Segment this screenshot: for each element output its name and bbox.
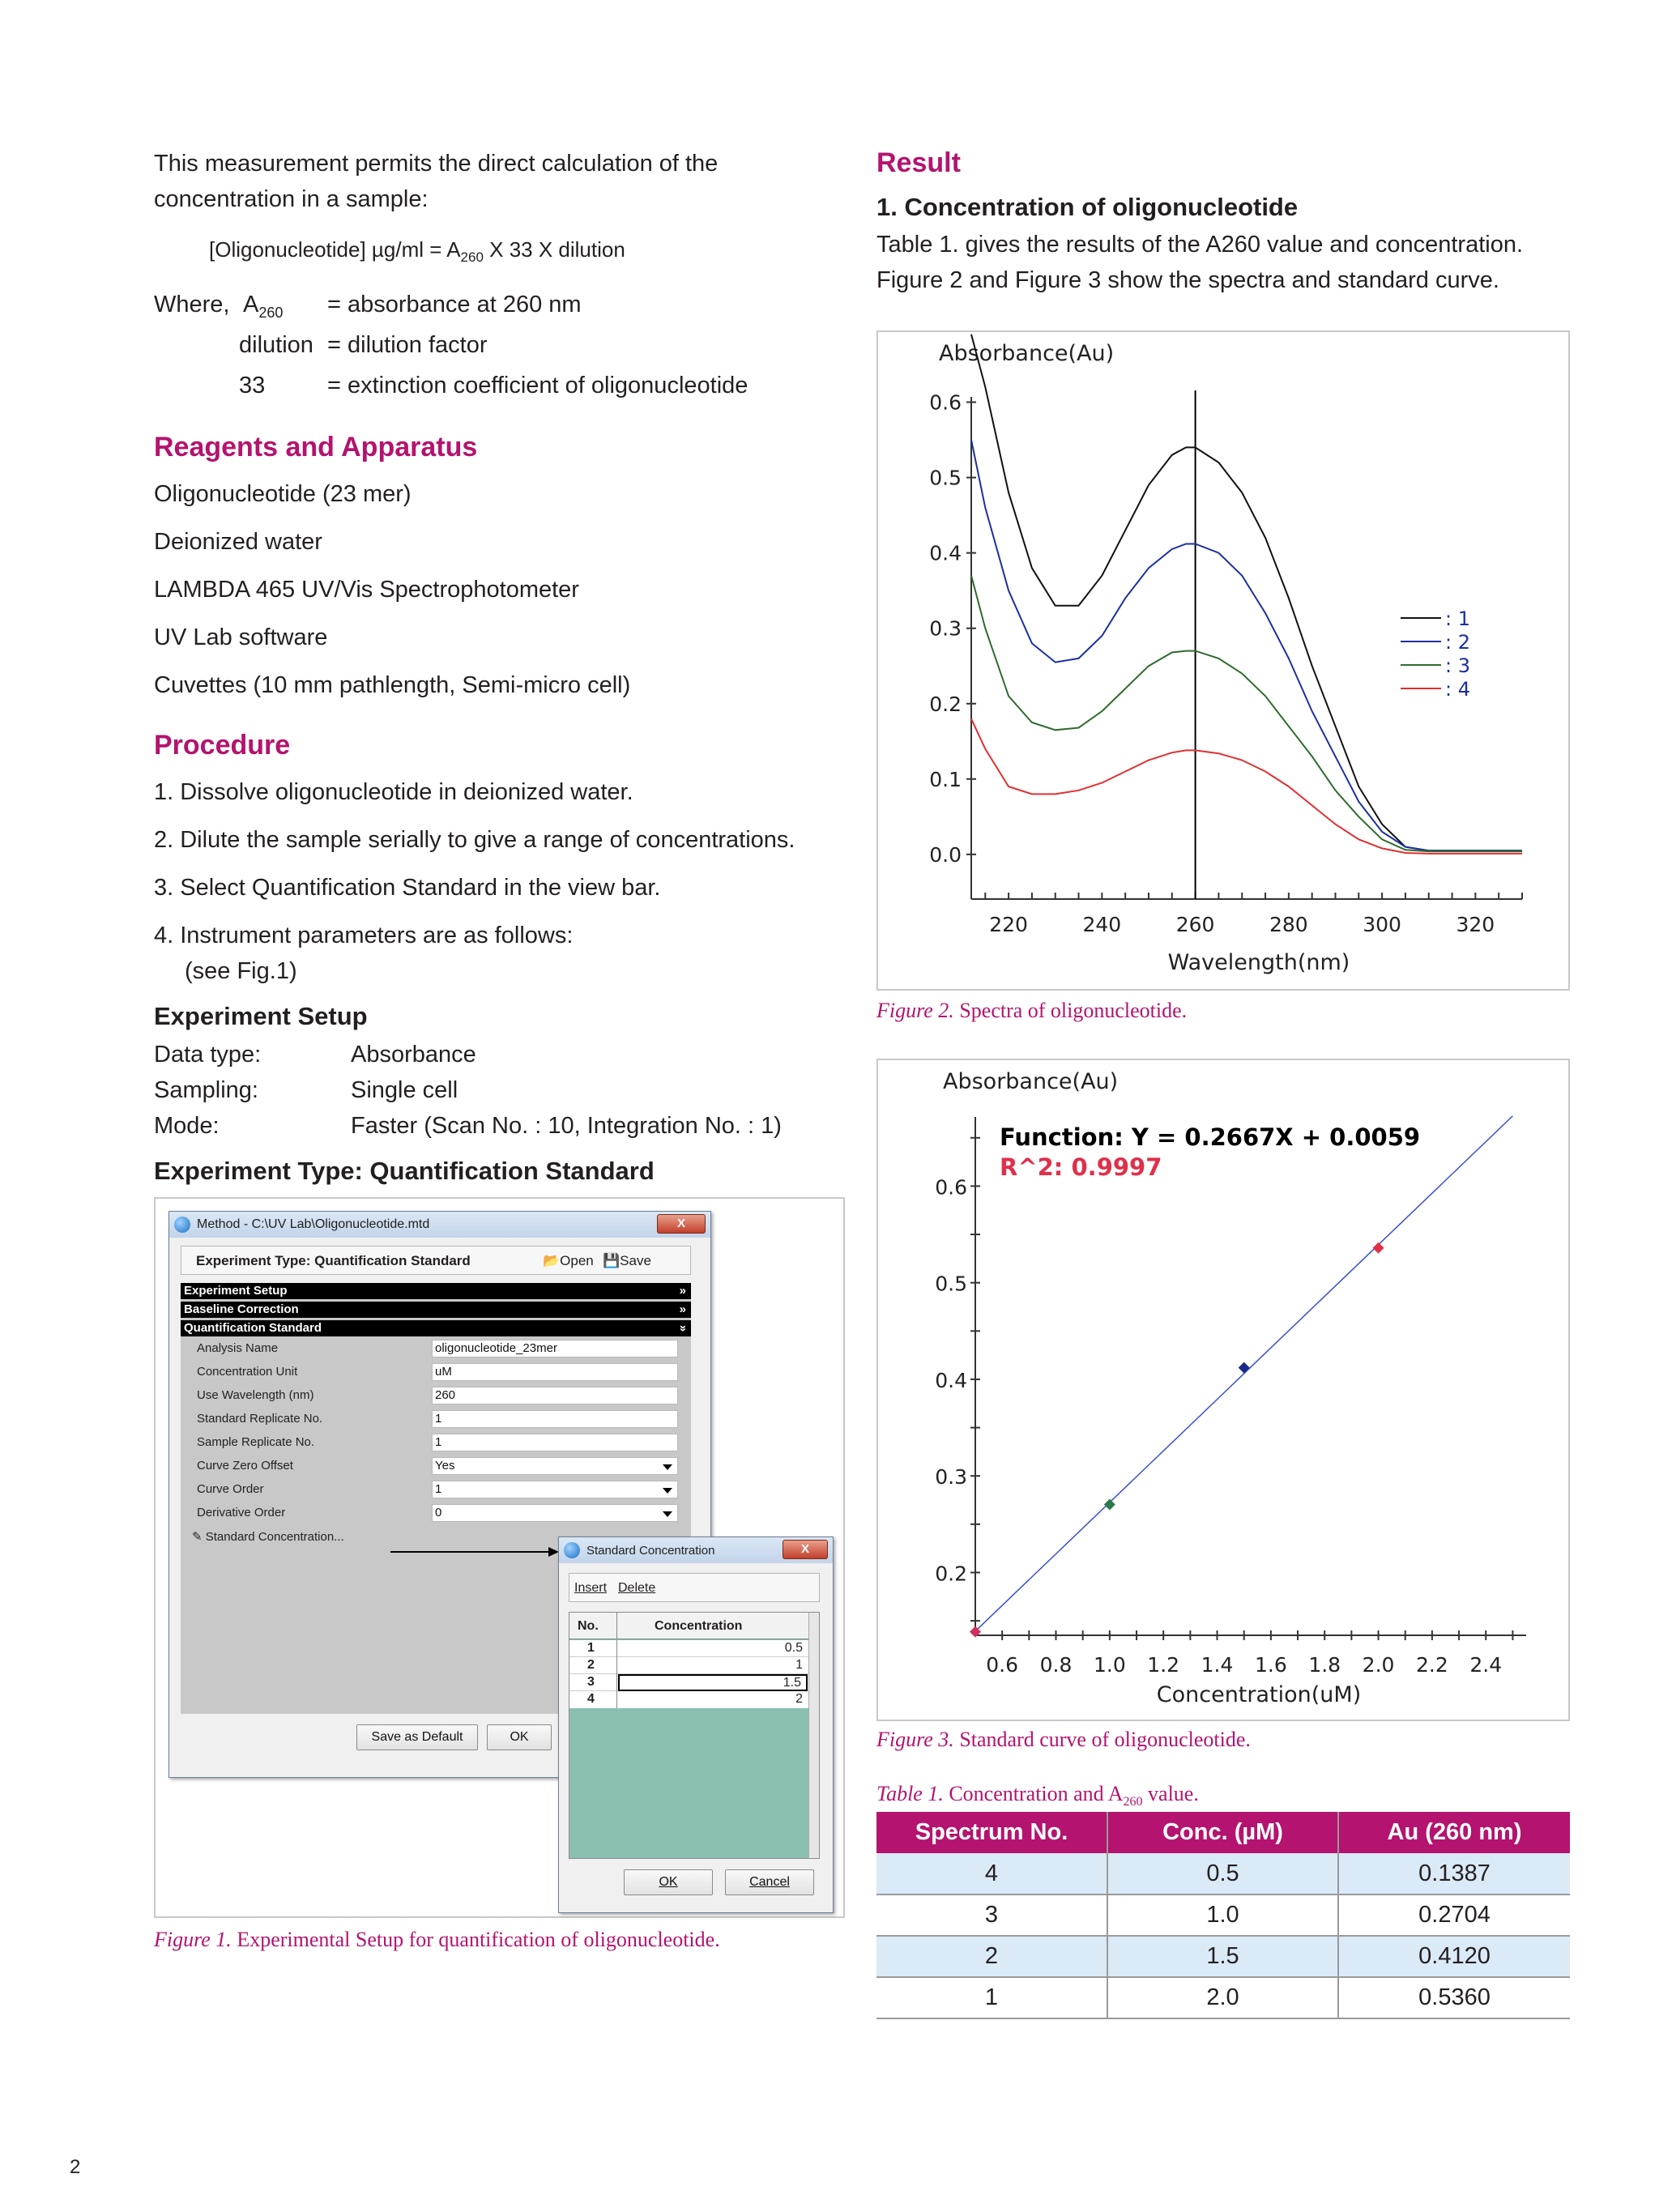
delete-button[interactable]: Delete	[618, 1581, 656, 1595]
grid-scrollbar[interactable]	[808, 1613, 819, 1858]
setup-key: Mode:	[154, 1113, 220, 1139]
standard-concentration-link[interactable]: ✎ Standard Concentration...	[192, 1530, 344, 1544]
series-line-1	[971, 335, 1522, 850]
derivative-order-select[interactable]: 0	[432, 1504, 678, 1522]
procedure-heading: Procedure	[154, 730, 291, 761]
table-row: 4 0.5 0.1387	[876, 1853, 1570, 1894]
spectra-chart	[878, 332, 1568, 989]
data-point-3	[1239, 1362, 1250, 1374]
setup-value: Faster (Scan No. : 10, Integration No. : 1)	[351, 1113, 782, 1139]
procedure-step: 2. Dilute the sample serially to give a range of concentrations.	[154, 827, 795, 853]
table-row[interactable]: 2 1	[569, 1657, 809, 1674]
figure-3-frame	[876, 1059, 1570, 1721]
sub-toolbar	[569, 1573, 820, 1602]
table-row[interactable]: 3 1.5	[569, 1674, 809, 1691]
results-table	[876, 1812, 1570, 2019]
folder-open-icon: 📂	[543, 1253, 561, 1268]
param-label: Sample Replicate No.	[197, 1435, 315, 1449]
y-tick-label: 0.3	[935, 1465, 967, 1490]
where-sym-2: dilution	[239, 332, 313, 358]
formula: [Oligonucleotide] $\mu g/ml = A_{260}$ X 33 X dilution	[209, 237, 625, 266]
reagent-item: UV Lab software	[154, 624, 328, 650]
legend-label-2: : 2	[1445, 631, 1470, 654]
analysis-name-field[interactable]: oligonucleotide_23mer	[432, 1340, 678, 1357]
pencil-icon: ✎	[192, 1530, 203, 1544]
x-tick-label: 1.8	[1308, 1653, 1341, 1677]
reagents-heading: Reagents and Apparatus	[154, 432, 478, 462]
insert-button[interactable]: Insert	[574, 1581, 608, 1595]
setup-value: Single cell	[351, 1077, 458, 1103]
standard-replicate-field[interactable]: 1	[432, 1410, 678, 1428]
y-tick-label: 0.4	[935, 1368, 967, 1392]
section-baseline-correction[interactable]: Baseline Correction »	[181, 1302, 691, 1318]
standard-curve-chart	[878, 1060, 1568, 1720]
figure-1-frame	[154, 1197, 845, 1918]
y-tick-label: 0.5	[929, 466, 962, 490]
x-tick-label: 320	[1456, 913, 1495, 936]
concentration-unit-field[interactable]: uM	[432, 1363, 678, 1381]
x-tick-label: 0.8	[1039, 1653, 1073, 1677]
table-row: 1 2.0 0.5360	[876, 1977, 1570, 2018]
x-axis-label: Concentration(uM)	[1156, 1682, 1362, 1707]
procedure-note: (see Fig.1)	[185, 958, 297, 984]
sub-close-button[interactable]: X	[783, 1540, 828, 1559]
close-button[interactable]: X	[657, 1214, 706, 1234]
x-tick-label: 300	[1363, 913, 1401, 936]
intro-text	[154, 146, 718, 217]
figure-2-caption: Figure 2. Spectra of oligonucleotide.	[876, 999, 1188, 1022]
intro-line-1: This measurement permits the direct calculation of the	[154, 151, 719, 177]
x-tick-label: 1.6	[1254, 1653, 1287, 1677]
app-icon	[564, 1542, 580, 1558]
grid-body	[569, 1640, 809, 1708]
y-tick-label: 0.6	[935, 1175, 967, 1200]
reagents-list	[154, 476, 630, 715]
y-tick-label: 0.0	[929, 842, 962, 867]
setup-heading: Experiment Setup	[154, 1002, 368, 1030]
series-line-3	[971, 576, 1522, 852]
selected-cell[interactable]: 1.5	[618, 1674, 808, 1691]
where-desc-3: = extinction coefficient of oligonucleotide	[327, 373, 748, 399]
open-button[interactable]: 📂Open	[543, 1253, 594, 1268]
experiment-type-heading: Experiment Type: Quantification Standard	[154, 1157, 655, 1185]
param-label: Concentration Unit	[197, 1365, 298, 1379]
legend-label-1: : 1	[1445, 607, 1470, 630]
curve-order-select[interactable]: 1	[432, 1481, 678, 1498]
y-tick-label: 0.4	[929, 541, 962, 565]
sub-ok-button[interactable]: OK	[624, 1869, 713, 1895]
param-label: Use Wavelength (nm)	[197, 1388, 314, 1402]
save-button[interactable]: 💾Save	[603, 1253, 651, 1268]
y-tick-label: 0.2	[935, 1562, 967, 1586]
table-row[interactable]: 4 2	[587, 1692, 803, 1706]
intro-line-2: concentration in a sample:	[154, 186, 429, 212]
x-tick-label: 0.6	[986, 1653, 1019, 1677]
result-paragraph: Table 1. gives the results of the A260 value and concentration. Figure 2 and Figure 3 show the spectra and standard curve.	[876, 232, 1524, 293]
page-number: 2	[70, 2156, 81, 2178]
col-au-header: Au (260 nm)	[1338, 1812, 1570, 1853]
section-quantification-standard[interactable]: Quantification Standard »	[181, 1320, 691, 1336]
param-label: Derivative Order	[197, 1506, 286, 1519]
procedure-step: 1. Dissolve oligonucleotide in deionized water.	[154, 779, 633, 805]
procedure-list	[154, 774, 795, 989]
y-tick-label: 0.5	[935, 1272, 967, 1296]
procedure-step: 4. Instrument parameters are as follows:	[154, 923, 574, 948]
where-label: Where,	[154, 292, 230, 318]
param-label: Curve Zero Offset	[197, 1459, 293, 1473]
x-tick-label: 2.4	[1469, 1653, 1503, 1677]
x-tick-label: 240	[1082, 913, 1122, 936]
section-experiment-setup[interactable]: Experiment Setup »	[181, 1283, 691, 1299]
sub-cancel-button[interactable]: Cancel	[725, 1869, 814, 1895]
reagent-item: Cuvettes (10 mm pathlength, Semi-micro cell)	[154, 672, 631, 698]
y-tick-label: 0.1	[929, 767, 962, 791]
data-point-4	[1373, 1242, 1384, 1254]
legend-label-3: : 3	[1445, 654, 1470, 677]
fit-function-label: Function: Y = 0.2667X + 0.0059	[1000, 1123, 1421, 1151]
experiment-type-label: Experiment Type: Quantification Standard	[196, 1253, 471, 1268]
x-tick-label: 1.2	[1147, 1653, 1180, 1677]
table-1-caption: Table 1. Concentration and $A_{260}$ value.	[876, 1782, 1199, 1809]
save-as-default-button[interactable]: Save as Default	[356, 1724, 478, 1750]
col-conc-header: Conc. (µM)	[1107, 1812, 1338, 1853]
param-label: Standard Replicate No.	[197, 1412, 323, 1426]
figure-2-frame	[876, 330, 1570, 991]
reagent-item: Deionized water	[154, 529, 322, 555]
reagent-item: LAMBDA 465 UV/Vis Spectrophotometer	[154, 577, 579, 603]
setup-params	[154, 1037, 851, 1144]
sub-dialog-title: Standard Concentration	[586, 1543, 715, 1558]
procedure-step: 3. Select Quantification Standard in the view bar.	[154, 875, 661, 901]
param-label: Curve Order	[197, 1482, 264, 1496]
table-row: 2 1.5 0.4120	[876, 1936, 1570, 1977]
setup-value: Absorbance	[351, 1042, 476, 1068]
method-dialog-title: Method - C:\UV Lab\Oligonucleotide.mtd	[197, 1217, 430, 1231]
expand-icon: »	[679, 1284, 686, 1298]
table-row: 3 1.0 0.2704	[876, 1894, 1570, 1936]
where-sym-3: 33	[239, 373, 266, 399]
y-tick-label: 0.2	[929, 692, 962, 716]
where-sym-1: $A_{260}$	[243, 292, 284, 321]
x-tick-label: 1.0	[1093, 1653, 1126, 1677]
figure-1-caption: Figure 1. Experimental Setup for quantification of oligonucleotide.	[154, 1928, 720, 1951]
floppy-disk-icon: 💾	[603, 1253, 621, 1268]
x-axis-label: Wavelength(nm)	[1167, 950, 1350, 975]
col-spectrum-header: Spectrum No.	[876, 1812, 1107, 1853]
setup-key: Sampling:	[154, 1077, 258, 1103]
where-desc-2: = dilution factor	[327, 332, 488, 358]
result-subheading: 1. Concentration of oligonucleotide	[876, 193, 1299, 221]
where-desc-1: = absorbance at 260 nm	[327, 292, 582, 318]
collapse-icon: »	[676, 1324, 690, 1332]
concentration-grid	[569, 1612, 820, 1859]
r-squared-label: R^2: 0.9997	[1000, 1153, 1162, 1181]
curve-zero-offset-select[interactable]: Yes	[432, 1457, 678, 1475]
wavelength-field[interactable]: 260	[432, 1387, 678, 1404]
expand-icon: »	[679, 1302, 686, 1316]
y-axis-label: Absorbance(Au)	[939, 341, 1115, 366]
data-point-2	[1104, 1499, 1115, 1511]
legend-label-4: : 4	[1445, 678, 1470, 701]
col-conc-header: Concentration	[655, 1619, 743, 1633]
table-row[interactable]: 1 0.5	[569, 1640, 809, 1657]
x-tick-label: 220	[989, 913, 1028, 936]
series-line-4	[971, 718, 1522, 854]
x-tick-label: 2.0	[1362, 1653, 1395, 1677]
col-no-header: No.	[578, 1619, 599, 1633]
y-tick-label: 0.3	[929, 616, 962, 641]
sample-replicate-field[interactable]: 1	[432, 1434, 678, 1451]
x-tick-label: 260	[1175, 913, 1215, 936]
y-axis-label: Absorbance(Au)	[943, 1069, 1119, 1094]
figure-3-caption: Figure 3. Standard curve of oligonucleotide.	[876, 1728, 1251, 1751]
param-label: Analysis Name	[197, 1341, 279, 1355]
setup-key: Data type:	[154, 1042, 262, 1068]
x-tick-label: 1.4	[1201, 1653, 1234, 1677]
ok-button[interactable]: OK	[487, 1724, 552, 1750]
result-heading: Result	[876, 147, 961, 178]
x-tick-label: 2.2	[1416, 1653, 1448, 1677]
y-tick-label: 0.6	[929, 390, 962, 415]
reagent-item: Oligonucleotide (23 mer)	[154, 481, 412, 507]
x-tick-label: 280	[1269, 913, 1308, 936]
grid-header	[569, 1613, 809, 1639]
standard-concentration-dialog	[558, 1536, 834, 1913]
where-block	[154, 287, 851, 408]
fit-line	[975, 1116, 1512, 1631]
